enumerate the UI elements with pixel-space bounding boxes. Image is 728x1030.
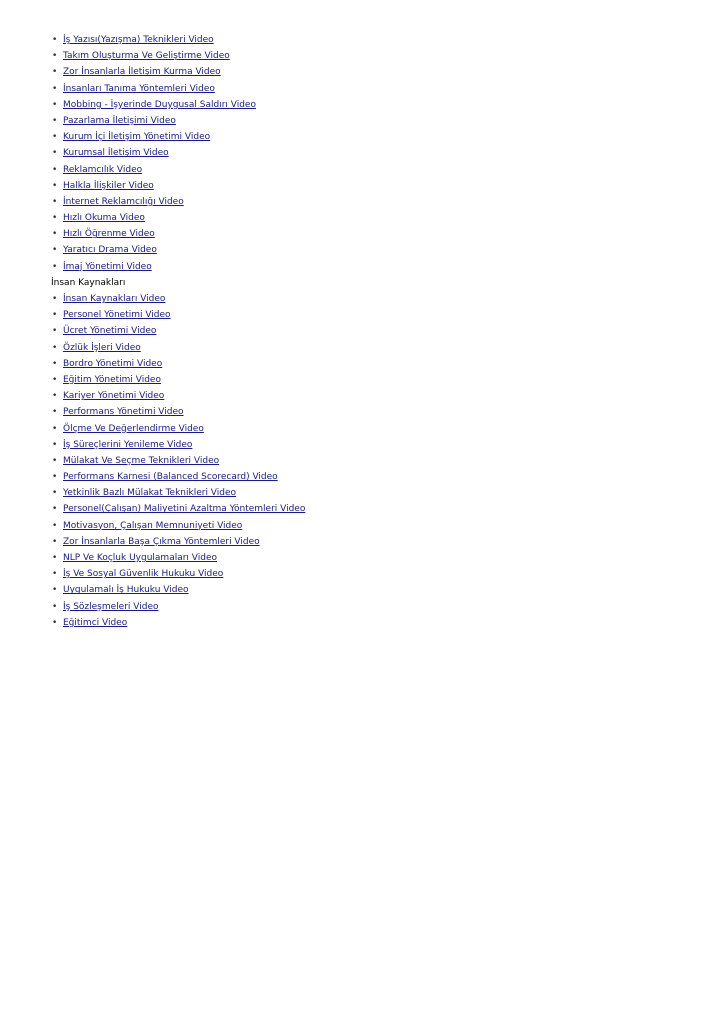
- list-item: [52, 194, 305, 210]
- bullet-icon: •: [52, 67, 58, 78]
- video-link[interactable]: Motivasyon, Çalışan Memnuniyeti Video: [63, 520, 243, 531]
- list-item: [52, 582, 305, 598]
- list-item: [52, 421, 305, 437]
- bullet-icon: •: [52, 51, 58, 62]
- bullet-icon: •: [52, 488, 58, 499]
- video-link[interactable]: Zor İnsanlarla Başa Çıkma Yöntemleri Video: [63, 536, 260, 547]
- list-item: [52, 323, 305, 339]
- bullet-icon: •: [52, 115, 58, 126]
- bullet-icon: •: [52, 569, 58, 580]
- document-content: [52, 32, 305, 631]
- video-link[interactable]: Eğitim Yönetimi Video: [63, 374, 161, 385]
- list-item: [52, 437, 305, 453]
- video-link[interactable]: Reklamcılık Video: [63, 164, 143, 175]
- bullet-icon: •: [52, 132, 58, 143]
- list-item: [52, 388, 305, 404]
- list-item: [52, 307, 305, 323]
- list-item: [52, 162, 305, 178]
- video-link[interactable]: Pazarlama İletişimi Video: [63, 115, 176, 126]
- list-item: [52, 372, 305, 388]
- video-link[interactable]: İş Sözleşmeleri Video: [63, 601, 159, 612]
- bullet-icon: •: [52, 585, 58, 596]
- bullet-icon: •: [52, 164, 58, 175]
- video-link[interactable]: Yetkinlik Bazlı Mülakat Teknikleri Video: [63, 488, 237, 499]
- bullet-icon: •: [52, 196, 58, 207]
- bullet-icon: •: [52, 553, 58, 563]
- bullet-icon: •: [52, 83, 58, 94]
- bullet-icon: •: [52, 310, 58, 321]
- video-link[interactable]: Hızlı Öğrenme Video: [63, 229, 155, 240]
- video-link[interactable]: Mülakat Ve Seçme Teknikleri Video: [63, 455, 220, 466]
- video-link[interactable]: Mobbing - İşyerinde Duygusal Saldırı Video: [63, 99, 256, 110]
- list-item: [52, 485, 305, 501]
- video-link[interactable]: Zor İnsanlarla İletişim Kurma Video: [63, 67, 221, 78]
- bullet-icon: •: [52, 472, 58, 483]
- video-link[interactable]: İş Yazısı(Yazışma) Teknikleri Video: [63, 35, 214, 45]
- video-link[interactable]: İnsanları Tanıma Yöntemleri Video: [63, 83, 215, 94]
- list-item: [52, 566, 305, 582]
- list-item: [52, 469, 305, 485]
- list-item: [52, 259, 305, 275]
- video-link[interactable]: Özlük İşleri Video: [63, 342, 141, 353]
- bullet-icon: •: [52, 148, 58, 159]
- bullet-icon: •: [52, 407, 58, 418]
- video-link[interactable]: Eğitimci Video: [63, 617, 128, 628]
- bullet-icon: •: [52, 229, 58, 240]
- video-link[interactable]: İmaj Yönetimi Video: [63, 261, 152, 272]
- bullet-icon: •: [52, 455, 58, 466]
- bullet-icon: •: [52, 423, 58, 434]
- video-link[interactable]: Halkla İlişkiler Video: [63, 180, 154, 191]
- bullet-icon: •: [52, 326, 58, 337]
- video-link[interactable]: Ücret Yönetimi Video: [63, 326, 157, 337]
- list-item: [52, 226, 305, 242]
- list-item: [52, 129, 305, 145]
- list-item: [52, 64, 305, 80]
- list-item: [52, 518, 305, 534]
- list-item: [52, 534, 305, 550]
- video-link[interactable]: Takım Oluşturma Ve Geliştirme Video: [63, 51, 230, 62]
- list-item: [52, 210, 305, 226]
- list-item: [52, 32, 305, 48]
- video-link[interactable]: Yaratıcı Drama Video: [63, 245, 157, 256]
- bullet-icon: •: [52, 294, 58, 304]
- list-item: [52, 453, 305, 469]
- list-item: [52, 178, 305, 194]
- list-item: [52, 113, 305, 129]
- video-link[interactable]: Performans Yönetimi Video: [63, 407, 184, 418]
- video-link-list: [52, 32, 305, 275]
- bullet-icon: •: [52, 601, 58, 612]
- list-item: [52, 550, 305, 566]
- list-item: [52, 145, 305, 161]
- video-link[interactable]: Performans Karnesi (Balanced Scorecard) Video: [63, 472, 278, 483]
- bullet-icon: •: [52, 213, 58, 224]
- list-item: [52, 599, 305, 615]
- video-link[interactable]: İnsan Kaynakları Video: [63, 294, 166, 304]
- video-link[interactable]: İnternet Reklamcılığı Video: [63, 196, 184, 207]
- bullet-icon: •: [52, 520, 58, 531]
- video-link[interactable]: Personel(Çalışan) Maliyetini Azaltma Yöntemleri Video: [63, 504, 306, 515]
- video-link[interactable]: İş Süreçlerini Yenileme Video: [63, 439, 193, 450]
- video-link[interactable]: NLP Ve Koçluk Uygulamaları Video: [63, 553, 217, 563]
- video-link[interactable]: Uygulamalı İş Hukuku Video: [63, 585, 189, 596]
- list-item: [52, 48, 305, 64]
- video-link[interactable]: Personel Yönetimi Video: [63, 310, 171, 321]
- bullet-icon: •: [52, 358, 58, 369]
- bullet-icon: •: [52, 180, 58, 191]
- video-link[interactable]: Kurumsal İletişim Video: [63, 148, 169, 159]
- bullet-icon: •: [52, 342, 58, 353]
- bullet-icon: •: [52, 439, 58, 450]
- bullet-icon: •: [52, 261, 58, 272]
- video-link[interactable]: Hızlı Okuma Video: [63, 213, 145, 224]
- video-link[interactable]: Ölçme Ve Değerlendirme Video: [63, 423, 204, 434]
- bullet-icon: •: [52, 374, 58, 385]
- list-item: [52, 340, 305, 356]
- section-heading-insan-kaynaklari: İnsan Kaynakları: [51, 277, 126, 288]
- bullet-icon: •: [52, 245, 58, 256]
- bullet-icon: •: [52, 391, 58, 402]
- video-link[interactable]: Kariyer Yönetimi Video: [63, 391, 165, 402]
- list-item: [52, 615, 305, 631]
- list-item: [52, 404, 305, 420]
- list-item: [52, 242, 305, 258]
- video-link[interactable]: Kurum İçi İletişim Yönetimi Video: [63, 132, 211, 143]
- list-item: [52, 291, 305, 307]
- bullet-icon: •: [52, 617, 58, 628]
- insan-kaynaklari-link-list: [52, 291, 305, 631]
- bullet-icon: •: [52, 504, 58, 515]
- bullet-icon: •: [52, 536, 58, 547]
- list-item: [52, 81, 305, 97]
- list-item: [52, 356, 305, 372]
- video-link[interactable]: İş Ve Sosyal Güvenlik Hukuku Video: [63, 569, 224, 580]
- list-item: [52, 97, 305, 113]
- bullet-icon: •: [52, 35, 58, 45]
- bullet-icon: •: [52, 99, 58, 110]
- list-item: [52, 501, 305, 517]
- video-link[interactable]: Bordro Yönetimi Video: [63, 358, 163, 369]
